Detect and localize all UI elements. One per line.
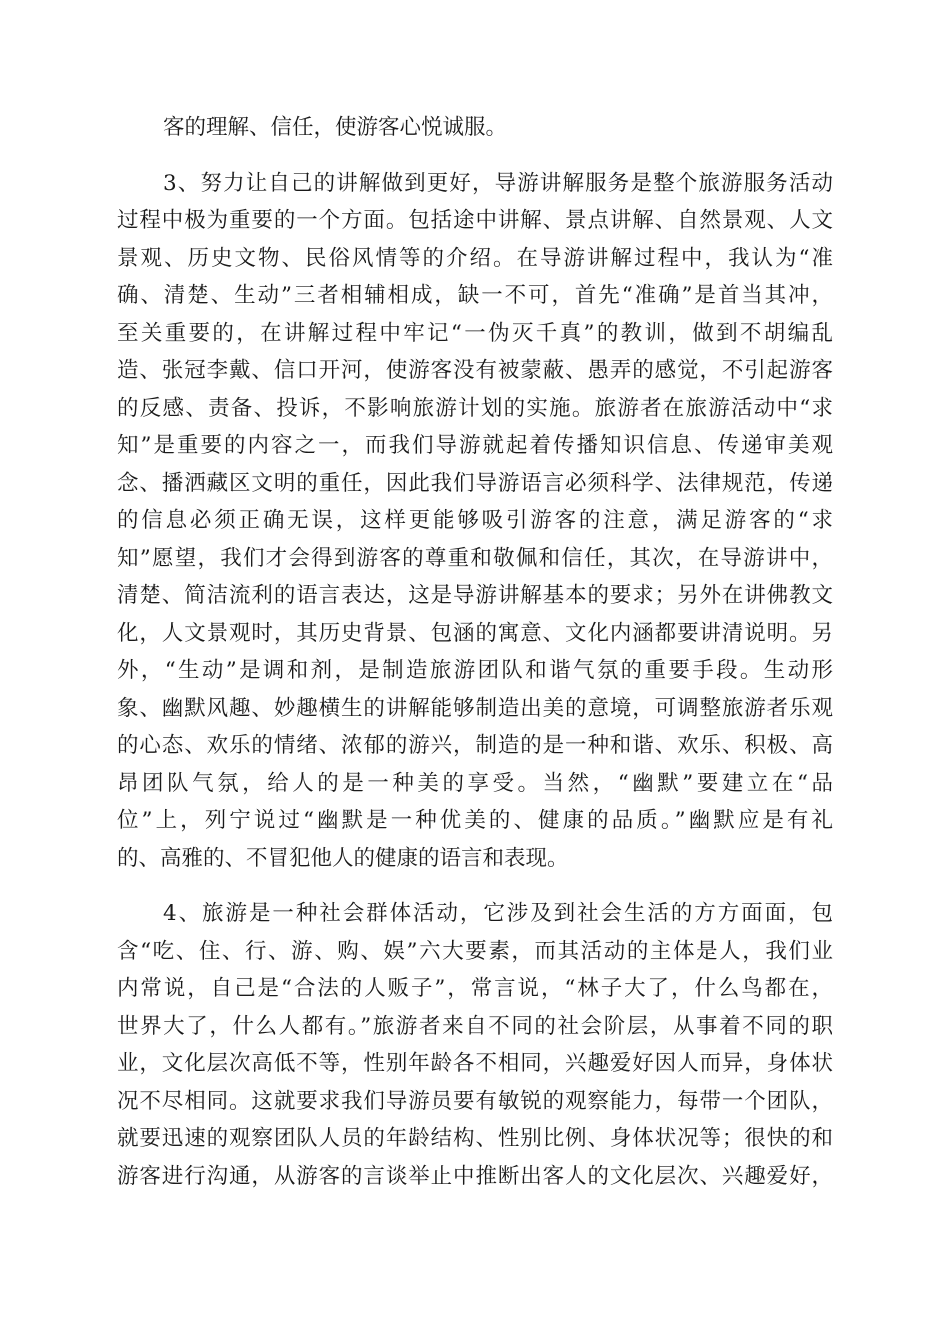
paragraph-line: 的、高雅的、不冒犯他人的健康的语言和表现。 [117,846,569,871]
paragraph-line: 念、播洒藏区文明的重任，因此我们导游语言必须科学、法律规范，传递 [117,471,833,496]
paragraph-line: 知”是重要的内容之一，而我们导游就起着传播知识信息、传递审美观 [117,433,833,458]
paragraph-line: 客的理解、信任，使游客心悦诚服。 [163,115,508,140]
paragraph-line: 游客进行沟通，从游客的言谈举止中推断出客人的文化层次、兴趣爱好， [117,1164,833,1189]
paragraph-line: 确、清楚、生动”三者相辅相成，缺一不可，首先“准确”是首当其冲， [117,283,833,308]
paragraph-line: 含“吃、住、行、游、购、娱”六大要素，而其活动的主体是人，我们业 [117,939,833,964]
paragraph-line: 业，文化层次高低不等，性别年龄各不相同，兴趣爱好因人而异，身体状 [117,1051,833,1076]
paragraph-line: 内常说，自己是“合法的人贩子”，常言说，“林子大了，什么鸟都在， [117,976,833,1001]
paragraph-line: 知”愿望，我们才会得到游客的尊重和敬佩和信任，其次，在导游讲中， [117,546,833,571]
paragraph-line: 4、旅游是一种社会群体活动，它涉及到社会生活的方方面面，包 [163,901,833,926]
paragraph-line: 造、张冠李戴、信口开河，使游客没有被蒙蔽、愚弄的感觉，不引起游客 [117,358,833,383]
paragraph-line: 就要迅速的观察团队人员的年龄结构、性别比例、身体状况等；很快的和 [117,1126,833,1151]
paragraph-line: 3、努力让自己的讲解做到更好，导游讲解服务是整个旅游服务活动 [163,171,833,196]
paragraph-line: 的反感、责备、投诉，不影响旅游计划的实施。旅游者在旅游活动中“求 [117,396,833,421]
paragraph-line: 况不尽相同。这就要求我们导游员要有敏锐的观察能力，每带一个团队， [117,1089,833,1114]
paragraph-line: 的信息必须正确无误，这样更能够吸引游客的注意，满足游客的“求 [117,508,833,533]
paragraph-line: 的心态、欢乐的情绪、浓郁的游兴，制造的是一种和谐、欢乐、积极、高 [117,733,833,758]
paragraph-line: 清楚、简洁流利的语言表达，这是导游讲解基本的要求；另外在讲佛教文 [117,583,833,608]
paragraph-line: 象、幽默风趣、妙趣横生的讲解能够制造出美的意境，可调整旅游者乐观 [117,696,833,721]
paragraph-line: 位”上，列宁说过“幽默是一种优美的、健康的品质。”幽默应是有礼 [117,808,833,833]
paragraph-line: 昂团队气氛，给人的是一种美的享受。当然，“幽默”要建立在“品 [117,771,833,796]
paragraph-line: 化，人文景观时，其历史背景、包涵的寓意、文化内涵都要讲清说明。另 [117,621,833,646]
paragraph-line: 过程中极为重要的一个方面。包括途中讲解、景点讲解、自然景观、人文 [117,208,833,233]
paragraph-line: 世界大了，什么人都有。”旅游者来自不同的社会阶层，从事着不同的职 [117,1014,833,1039]
paragraph-line: 至关重要的，在讲解过程中牢记“一伪灭千真”的教训，做到不胡编乱 [117,321,833,346]
paragraph-line: 景观、历史文物、民俗风情等的介绍。在导游讲解过程中，我认为“准 [117,246,833,271]
paragraph-line: 外，“生动”是调和剂，是制造旅游团队和谐气氛的重要手段。生动形 [117,658,833,683]
